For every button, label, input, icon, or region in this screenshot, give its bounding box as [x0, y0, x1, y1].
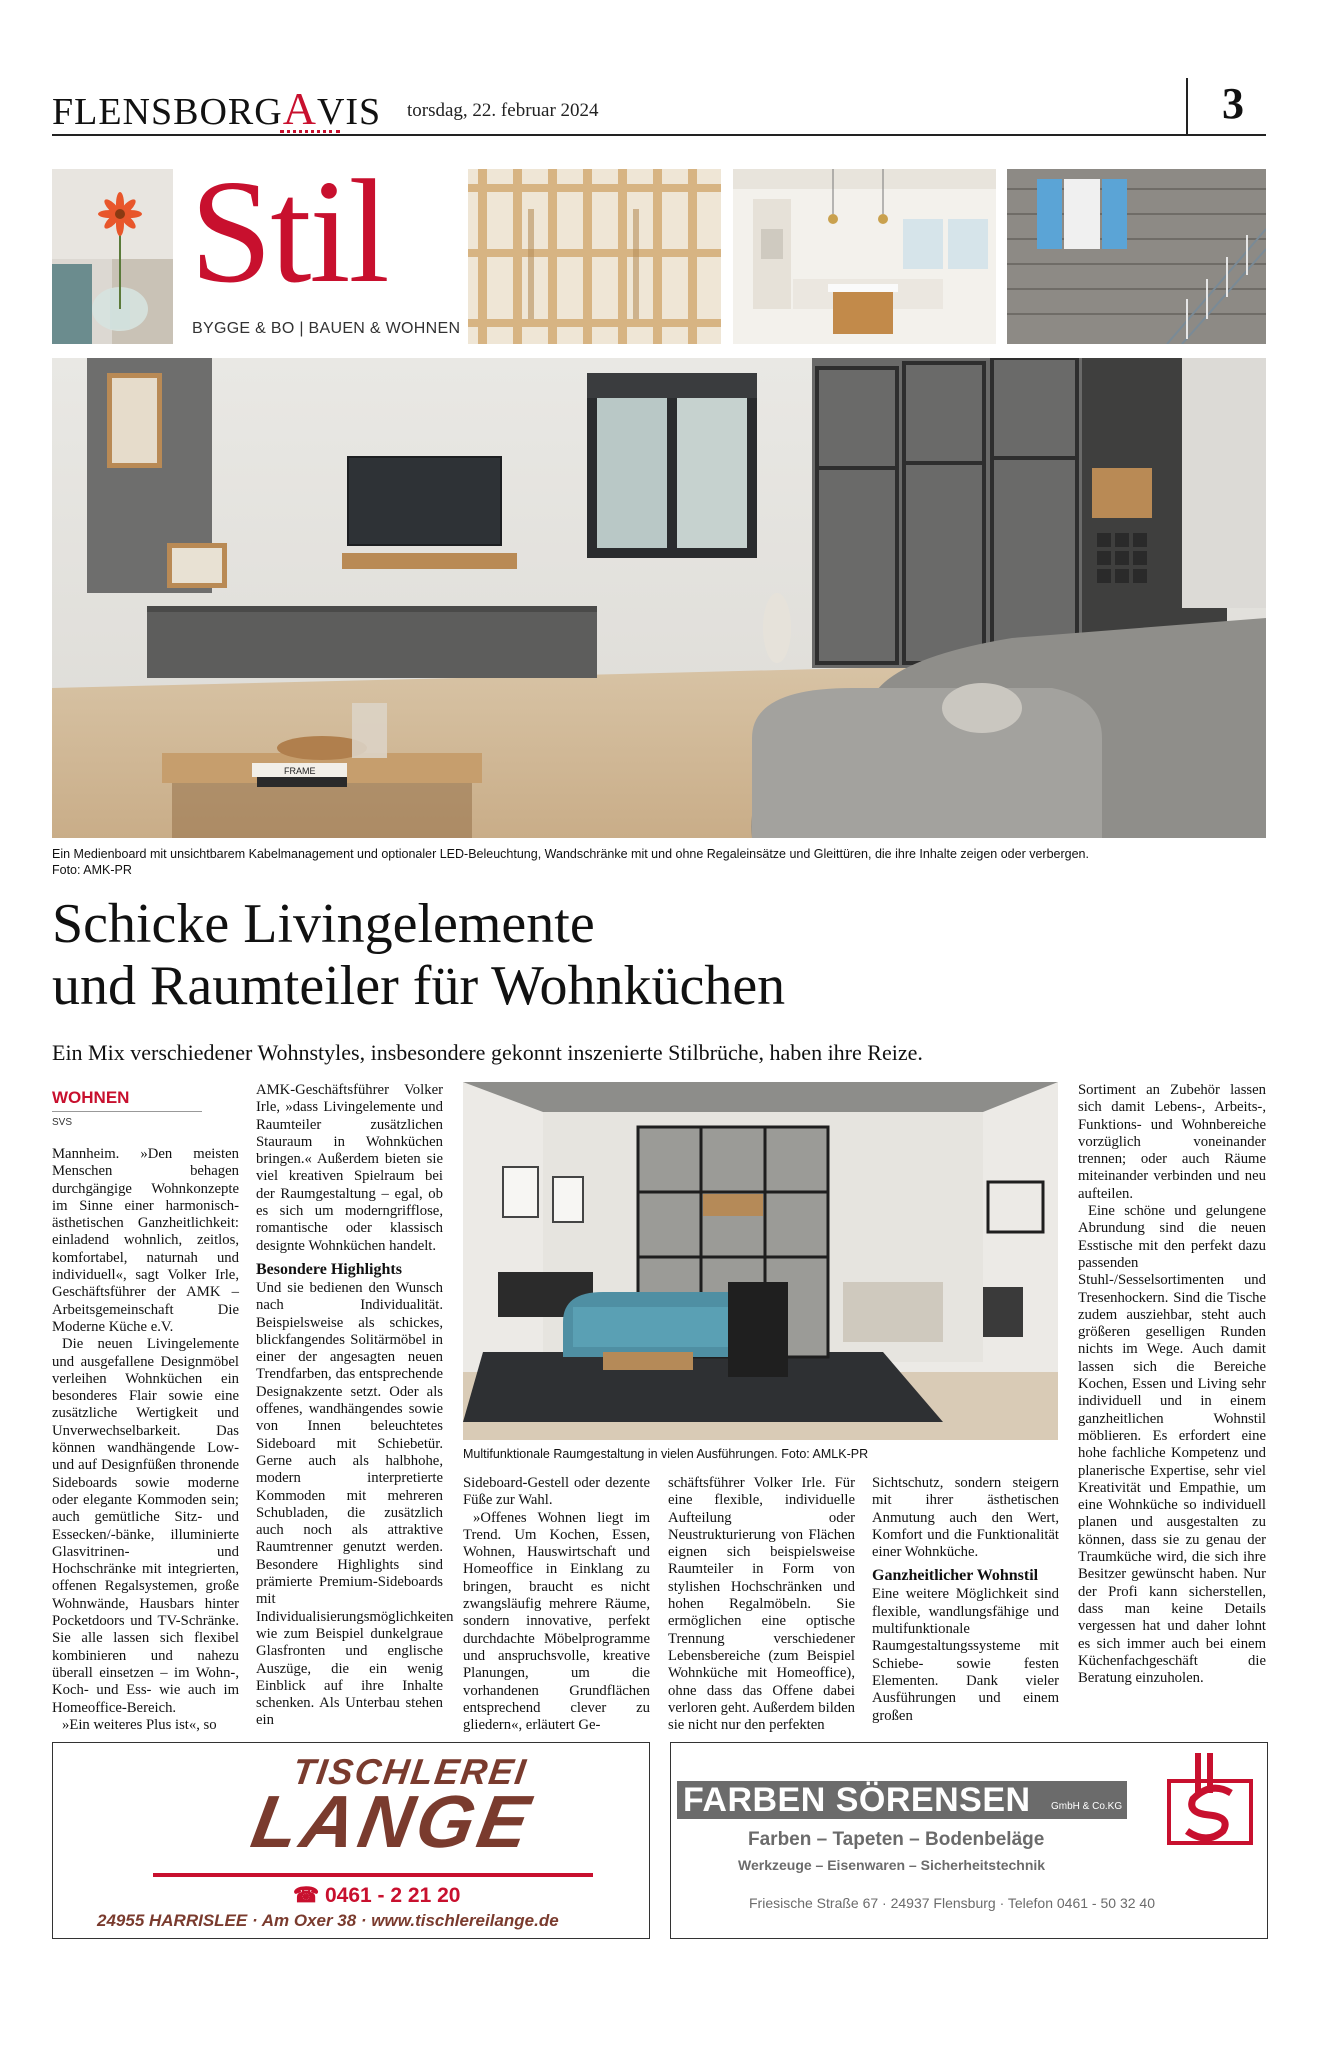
room-divider-photo — [463, 1082, 1058, 1440]
article-column-6 — [1078, 1082, 1266, 1687]
wooden-wall-shutters-photo — [1007, 169, 1266, 344]
ad-farben-soerensen[interactable] — [670, 1742, 1268, 1939]
newspaper-logo[interactable] — [52, 82, 381, 135]
soerensen-tagline-2: Werkzeuge – Eisenwaren – Sicherheitstechnik — [738, 1857, 1046, 1873]
photo2-caption: Multifunktionale Raumgestaltung in vielen Ausführungen. Foto: AMLK-PR — [463, 1447, 869, 1461]
article-column-5 — [872, 1475, 1059, 1725]
article-column-3 — [463, 1475, 650, 1734]
soerensen-address[interactable]: Friesische Straße 67 · 24937 Flensburg · Telefon 0461 - 50 32 40 — [749, 1895, 1155, 1911]
issue-date: torsdag, 22. februar 2024 — [407, 100, 599, 121]
main-caption-credit: Foto: AMK-PR — [52, 863, 132, 877]
col3-paragraph-1: Sideboard-Gestell oder dezente Füße zur Wahl. — [463, 1475, 650, 1509]
col5-paragraph-2: Eine weitere Möglichkeit sind flexible, wandlungsfähige und multifunktionale Raumgestaltungssysteme mit Schiebe- sowie festen Elementen. Dank vieler Ausführungen und einem großen — [872, 1586, 1059, 1724]
col6-paragraph-1: Sortiment an Zubehör lassen sich damit Lebens-, Arbeits-, Funktions- und Wohnbereiche vorzüglich voneinander trennen; oder auch Räume miteinander verbinden und neu aufteilen. — [1078, 1082, 1266, 1202]
col2-subheading: Besondere Highlights — [256, 1260, 402, 1278]
article-column-4 — [668, 1475, 855, 1734]
col4-paragraph-1: schäftsführer Volker Irle. Für eine flexible, individuelle Aufteilung oder Neustrukturierung von Flächen eignen sich beispielsweise Raumteiler in Form von stylishen Hochschränken und hohen Regalmöbeln. Sie ermöglichen eine optische Trennung verschiedener Lebensbereiche (zum Beispiel Wohnküche mit Homeoffice), ohne dass das Offene dabei verloren geht. Außerdem bilden sie nicht nur den perfekten — [668, 1475, 855, 1734]
section-title: Stil — [190, 150, 388, 314]
col5-paragraph-1: Sichtschutz, sondern steigern mit ihrer ästhetischen Anmutung auch den Wert, Komfort und die Funktionalität einer Wohnküche. — [872, 1475, 1059, 1561]
col1-paragraph-1: Mannheim. »Den meisten Menschen behagen durchgängige Wohnkonzepte im Sinne einer harmonisch-ästhetischen Ganzheitlichkeit: einladend wohnlich, zeitlos, komfortabel, naturnah und individuell«, sagt Volker Irle, Geschäftsführer der AMK – Arbeitsgemeinschaft Die Moderne Küche e.V. — [52, 1146, 239, 1335]
col1-paragraph-2: Die neuen Livingelemente und ausgefallene Designmöbel verleihen Wohnküchen ein besonderes Flair sowie eine zusätzliche Wertigkeit und Unverwechselbarkeit. Das können wandhängende Low- und auf Designfüßen thronende Sideboards sowie moderne oder elegante Kommoden sein; auch gemütliche Sitz- und Essecken/-bänke, illuminierte Glasvitrinen- und Hochschränke mit integrierten, offenen Regalsystemen, große Wohnwände, Hausbars hinter Pocketdoors und TV-Schränke. Sie alle lassen sich flexibel kombinieren und nahezu überall einsetzen – im Wohn-, Koch- und Ess- wie auch im Homeoffice-Bereich. — [52, 1336, 239, 1716]
masthead — [52, 72, 1266, 136]
lange-phone[interactable]: ☎ 0461 - 2 21 20 — [293, 1884, 461, 1907]
logo-text-a: A — [282, 83, 317, 134]
masthead-divider — [1186, 78, 1188, 134]
author-initials: SVS — [52, 1117, 73, 1128]
col6-paragraph-2: Eine schöne und gelungene Abrundung sind die neuen Esstische mit den perfekt dazu passenden Stuhl-/Sesselsortimenten und Tresenhockern. Sind die Tische zudem ausziehbar, steht auch größeren geselligen Runden nichts im Wege. Auch damit lassen sich die Bereiche Kochen, Essen und Living sehr individuell und in einem ganzheitlichen Wohnstil möblieren. Es erfordert eine hohe fachliche Kompetenz und planerische Expertise, sehr viel Kreativität und Empathie, um eine Wohnküche so individuell planen und ausgestalten zu können, dass sie zu genau der Traumküche wird, die sich ihre Besitzer gewünscht haben. Nur der Profi kann sicherstellen, dass man keine Details vergessen hat und daher lohnt es sich immer auch bei einem Küchenfachgeschäft die Beratung einzuholen. — [1078, 1203, 1266, 1687]
book-title: FRAME — [284, 766, 316, 776]
soerensen-name: FARBEN SÖRENSEN — [683, 1781, 1031, 1819]
lange-title-line1: TISCHLEREI — [290, 1751, 530, 1792]
article-column-1 — [52, 1146, 239, 1734]
article-column-2 — [256, 1082, 454, 1730]
col2-paragraph-1: AMK-Geschäftsführer Volker Irle, »dass Livingelemente und Raumteiler zusätzlichen Stauraum in Wohnküchen bringen.« Außerdem bieten sie viel kreativen Spielraum bei der Raumgestaltung – egal, ob es sich um moderngrifflose, romantische oder klassisch designte Wohnküchen handelt. — [256, 1082, 443, 1254]
section-subtitle: BYGGE & BO | BAUEN & WOHNEN — [192, 320, 461, 337]
rubric-label: WOHNEN — [52, 1088, 202, 1112]
logo-dots — [280, 130, 340, 137]
soerensen-suffix: GmbH & Co.KG — [1051, 1801, 1123, 1812]
headline-line-1: Schicke Livingelemente — [52, 893, 595, 955]
white-kitchen-photo — [733, 169, 996, 344]
soerensen-tagline-1: Farben – Tapeten – Bodenbeläge — [748, 1829, 1045, 1850]
lange-address[interactable]: 24955 HARRISLEE · Am Oxer 38 · www.tischlereilange.de — [97, 1911, 559, 1930]
ad-tischlerei-lange[interactable] — [52, 1742, 650, 1939]
col1-paragraph-3: »Ein weiteres Plus ist«, so — [62, 1716, 217, 1733]
main-living-room-photo — [52, 358, 1266, 838]
logo-text-1: FLENSBORG — [52, 91, 283, 133]
col2-paragraph-2: Und sie bedienen den Wunsch nach Individualität. Beispielsweise als schickes, blickfangendes Solitärmöbel in einer der angesagten neuen Trendfarben, das entsprechende Designakzente setzt. Oder als offenes, wandhängendes sowie von Innen beleuchtetes Sideboard mit Schiebetür. Gerne auch als halbhohe, modern interpretierte Kommoden mit mehreren Schubladen, die zusätzlich auch noch als attraktive Raumtrenner genutzt werden. Besondere Highlights sind prämierte Premium-Sideboards mit Individualisierungsmöglichkeiten wie zum Beispiel dunkelgraue Glasfronten und englische Auszüge, die ein wenig Einblick auf ihre Inhalte schenken. Als Unterbau stehen ein — [256, 1279, 454, 1729]
lange-title-line2: LANGE — [245, 1780, 540, 1863]
wooden-frame-photo — [468, 169, 721, 344]
article-headline — [52, 893, 1252, 1017]
flower-vase-photo — [52, 169, 173, 344]
logo-text-2: VIS — [316, 91, 382, 133]
headline-line-2: und Raumteiler für Wohnküchen — [52, 955, 786, 1017]
lange-red-rule — [153, 1873, 593, 1877]
soerensen-logo-icon — [1161, 1751, 1259, 1846]
page-number: 3 — [1222, 79, 1244, 128]
main-caption-text: Ein Medienboard mit unsichtbarem Kabelmanagement und optionaler LED-Beleuchtung, Wandschränke mit und ohne Regaleinsätze und Gleittüren, die ihre Inhalte zeigen oder verbergen. — [52, 847, 1089, 861]
main-photo-caption — [52, 846, 1266, 878]
col5-subheading: Ganzheitlicher Wohnstil — [872, 1567, 1039, 1585]
article-deck: Ein Mix verschiedener Wohnstyles, insbesondere gekonnt inszenierte Stilbrüche, haben ihre Reize. — [52, 1040, 923, 1065]
col3-paragraph-2: »Offenes Wohnen liegt im Trend. Um Kochen, Essen, Wohnen, Hauswirtschaft und Homeoffice in Einklang zu bringen, braucht es nicht zwangsläufig mehrere Räume, sondern innovative, perfekt durchdachte Möbelprogramme und anspruchsvolle, kreative Planungen, um die vorhandenen Grundflächen entsprechend clever zu gliedern«, erläutert Ge- — [463, 1509, 650, 1734]
